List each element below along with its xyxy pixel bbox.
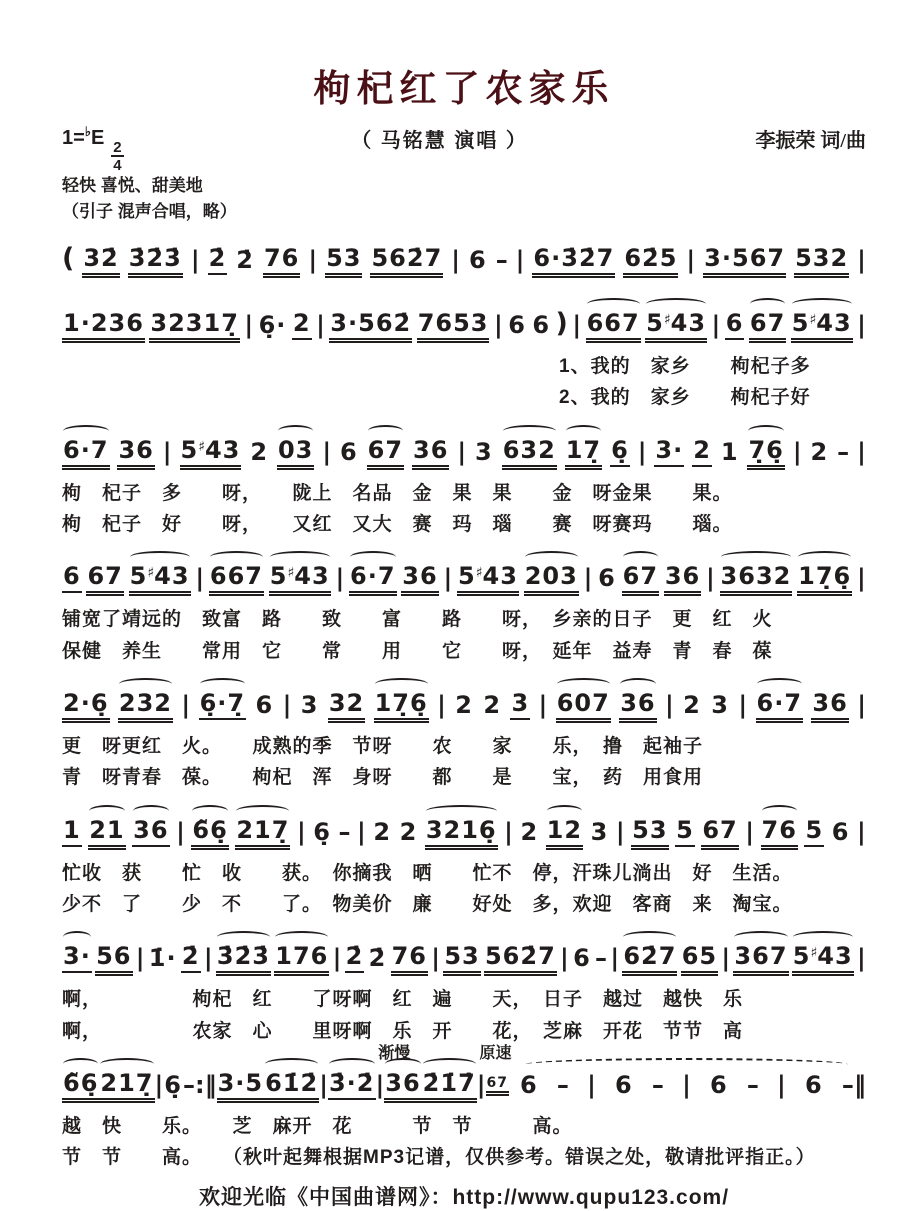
note-group: 6: [255, 691, 274, 720]
note-group: 203: [524, 564, 579, 593]
note-group: 367: [733, 944, 788, 973]
note-group: 2̇: [345, 944, 365, 973]
note-group: 53: [631, 818, 668, 847]
music-line: [62, 547, 866, 604]
music-system-2: [62, 293, 866, 414]
barline: |: [375, 1071, 385, 1100]
note-group: 6: [62, 564, 82, 593]
note-group: 217̣: [235, 818, 290, 847]
note-group: 62̇7: [622, 944, 677, 973]
barline: |: [443, 564, 453, 593]
note-group: 6·7: [349, 564, 397, 593]
footer-site: 欢迎光临《中国曲谱网》：http://www.qupu123.com/: [198, 1185, 730, 1209]
lyric-line: 2、我的 家乡 枸杞子好: [559, 387, 811, 409]
note-group: 2: [683, 691, 701, 720]
note-group: 6: [725, 311, 745, 340]
sharp-accidental: ♯: [147, 565, 155, 582]
meter-fraction: $\frac{2}{4}$: [113, 139, 122, 174]
barline: |: [282, 691, 292, 720]
barline: |: [856, 944, 866, 973]
lyric-line: 啊， 枸杞 红 了呀啊 红 遍 天， 日子 越过 越快 乐: [62, 989, 744, 1011]
repeatbar: :‖: [194, 1071, 217, 1100]
barline: |: [190, 246, 200, 274]
barline: |: [181, 691, 191, 720]
note-group: 2̇: [368, 944, 387, 973]
barline: |: [357, 817, 366, 846]
note-group: 03: [277, 438, 314, 467]
note-group: 17̣6̣: [797, 564, 852, 593]
sharp-accidental: ♯: [198, 438, 205, 455]
note-group: 76: [391, 944, 428, 973]
note-group: 5♯43: [457, 564, 519, 593]
music-system-8: [62, 1045, 866, 1174]
barline: |: [431, 944, 441, 973]
note-group: 6̣·: [258, 311, 287, 339]
barline: |: [316, 311, 325, 339]
note-group: 5♯43: [180, 438, 242, 467]
barline: |: [322, 437, 332, 466]
note-group: 1·236: [62, 311, 145, 340]
note-group: 76: [761, 818, 798, 847]
performer-credit: （ 马铭慧 演唱 ）: [351, 130, 528, 152]
note-group: 6: [532, 311, 551, 339]
barline: |: [135, 944, 145, 973]
note-group: 67: [486, 1075, 509, 1092]
note-group: 67: [86, 564, 123, 593]
barline: |: [335, 564, 345, 593]
barline: |: [857, 311, 866, 339]
barline: |: [493, 311, 503, 339]
dash: –: [556, 1071, 569, 1100]
note-group: 36: [619, 691, 656, 720]
note-group: 17̣: [565, 438, 602, 467]
barline: |: [777, 1071, 786, 1100]
note-group: 532: [794, 246, 849, 275]
note-group: 2: [810, 437, 829, 466]
header-meta: [62, 124, 866, 173]
note-group: 217̣: [99, 1071, 154, 1100]
note-group: 1̇·: [148, 944, 177, 973]
barline: |: [162, 437, 172, 466]
note-group: 6̣·7̣: [199, 691, 247, 720]
note-group: 3: [300, 691, 319, 720]
barline: |: [615, 817, 625, 846]
note-group: 667: [209, 564, 264, 593]
barline: |: [857, 246, 866, 274]
note-group: 2: [483, 691, 502, 720]
note-group: 2·6̣: [62, 691, 110, 720]
barline: |: [857, 564, 866, 593]
note-group: 562̇7: [370, 246, 443, 275]
lyric-line: 啊， 农家 心 里呀啊 乐 开 花， 芝麻 开花 节节 高: [62, 1020, 744, 1042]
sharp-accidental: ♯: [809, 312, 817, 328]
barline: |: [738, 691, 748, 720]
note-group: 3: [475, 437, 493, 466]
note-group: 1: [62, 818, 82, 847]
lyric-line: 少不 了 少 不 了。 物美价 廉 好处 多，欢迎 客商 来 淘宝。: [62, 894, 793, 916]
note-group: 3̇2̇3̇: [216, 944, 271, 973]
lyric-line: 青 呀青春 葆。 枸杞 浑 身呀 都 是 宝， 药 用食用: [62, 767, 704, 789]
note-group: 6·7: [62, 438, 110, 467]
paren: ): [555, 308, 568, 339]
note-group: 3·562̇: [329, 311, 412, 340]
note-group: 6: [573, 944, 591, 973]
barline: |: [154, 1071, 164, 1100]
music-line: 6̃6̣ 217̣ | 6̣ – :‖ 3·5 61̇2̇ | 3̇·2̇ | 渐慢 36 2̇1̇7̇ | 原速 67 6 – | 6 – | 6 – | 6 – ‖: [63, 1045, 866, 1100]
systems: [62, 228, 866, 1174]
barline: |: [745, 817, 755, 846]
barline: |: [504, 817, 513, 846]
flat-accidental: ♭: [84, 124, 91, 139]
note-group: 2: [373, 817, 392, 846]
page-title: 枸杞红了农家乐: [313, 68, 615, 109]
note-group: 17̣6̣: [374, 691, 429, 720]
note-group: 632: [502, 438, 557, 467]
barline: |: [308, 246, 318, 274]
barline: |: [476, 1071, 486, 1100]
barline: |: [244, 311, 254, 339]
note-group: 6̣: [164, 1071, 182, 1100]
note-group: 21: [88, 818, 125, 847]
note-group: 2: [292, 311, 312, 340]
lyric-line: 忙收 获 忙 收 获。 你摘我 晒 忙不 停，汗珠儿淌出 好 生活。: [62, 862, 793, 884]
note-group: 67: [701, 818, 738, 847]
music-line: [62, 293, 866, 351]
note-group: 3: [510, 691, 530, 720]
paren: (: [62, 243, 75, 274]
note-group: 2: [250, 437, 269, 466]
music-system-6: [62, 801, 866, 921]
long-slur-group: [519, 1073, 854, 1100]
lyric-line: 保健 养生 常用 它 常 用 它 呀， 延年 益寿 青 春 葆: [62, 640, 773, 662]
barline: |: [538, 691, 548, 720]
note-group: 6: [598, 564, 616, 593]
note-group: 3·5: [217, 1071, 265, 1100]
note-group: 3: [711, 691, 729, 720]
note-group: 5♯43: [791, 311, 853, 340]
note-group: 3̇2̇3̇: [128, 246, 183, 275]
barline: |: [319, 1071, 328, 1100]
note-group: 3·: [654, 438, 684, 467]
barline: |: [587, 1071, 596, 1100]
lyric-line: 越 快 乐。 芝 麻开 花 节 节 高。: [62, 1116, 573, 1138]
note-group: 53: [325, 246, 362, 275]
barline: |: [637, 437, 647, 466]
lyric-line: 1、我的 家乡 枸杞子多: [559, 356, 811, 377]
note-group: 2̇1̇7̇: [422, 1071, 477, 1100]
sharp-accidental: ♯: [810, 945, 818, 962]
dash: –: [651, 1071, 664, 1100]
intro-annotation: （引子 混声合唱，略）: [62, 201, 237, 221]
dash: –: [837, 437, 850, 466]
note-group: 36: [117, 438, 154, 467]
note-group: 176: [274, 944, 329, 973]
dash: –: [182, 1071, 195, 1100]
barline: |: [195, 564, 205, 593]
note-group: 6̃6̣: [191, 818, 228, 847]
note-group: 36: [412, 438, 449, 467]
note-group: 53: [443, 944, 480, 973]
note-group: 3632: [720, 564, 793, 593]
note-group: 232: [118, 691, 173, 720]
note-group: 3̇·2̇: [328, 1071, 376, 1100]
note-group: 36: [664, 564, 701, 593]
note-group: 562̇7: [484, 944, 557, 973]
note-group: 67: [622, 564, 659, 593]
note-group: 2: [692, 438, 712, 467]
note-group: 3: [590, 817, 609, 846]
barline: |: [857, 691, 866, 720]
barline: |: [857, 437, 866, 466]
note-group: 5♯43: [129, 564, 191, 593]
lyric-line: 更 呀更红 火。 成熟的季 节呀 农 家 乐， 撸 起袖子: [62, 736, 704, 758]
note-group: 7̣6̣: [747, 438, 784, 467]
note-group: 76: [263, 246, 300, 275]
dash: –: [746, 1071, 759, 1100]
barline: |: [721, 944, 731, 973]
note-group: 1: [720, 437, 739, 466]
note-group: 67: [749, 311, 786, 340]
note-group: 7653: [417, 311, 490, 340]
note-group: 3·567: [703, 246, 786, 275]
tempo-expression: 轻快 喜悦、甜美地: [62, 176, 203, 195]
sharp-accidental: ♯: [475, 565, 483, 582]
dash: –: [841, 1071, 854, 1100]
sharp-accidental: ♯: [663, 312, 671, 328]
barline: |: [583, 564, 593, 593]
note-group: 667: [586, 311, 641, 340]
note-group: 56: [95, 944, 132, 973]
note-group: 36: [811, 691, 848, 720]
note-group: 2̇: [236, 246, 254, 274]
finalbar: ‖: [854, 1071, 866, 1100]
note-group: 32317̣: [149, 311, 240, 340]
note-group: 5♯43: [269, 564, 331, 593]
barline: |: [682, 1071, 691, 1100]
note-group: 36: [401, 564, 438, 593]
note-group: 36: [384, 1071, 421, 1100]
barline: |: [572, 311, 582, 339]
note-group: 2: [520, 817, 539, 846]
music-system-4: [62, 547, 866, 667]
lyric-line: 节 节 高。 （秋叶起舞根据MP3记谱，仅供参考。错误之处，敬请批评指正。）: [62, 1147, 816, 1169]
lyric-line: 枸 杞子 多 呀， 陇上 名品 金 果 果 金 呀金果 果。: [62, 482, 733, 504]
dash: –: [595, 944, 608, 973]
note-group: 3216̣: [425, 818, 498, 847]
note-group: 3·: [62, 944, 92, 973]
note-group: 6̣: [313, 817, 331, 846]
barline: |: [457, 437, 467, 466]
barline: |: [610, 944, 620, 973]
barline: |: [451, 246, 461, 274]
note-group: 5♯43: [792, 944, 854, 973]
music-system-3: [62, 421, 866, 541]
note-group: 6·3̇2̇7: [532, 246, 615, 275]
music-line: [62, 228, 866, 286]
note-group: 6: [508, 311, 526, 339]
note-group: 61̇2̇: [264, 1071, 319, 1100]
note-group: 67: [367, 438, 404, 467]
music-system-7: [62, 927, 866, 1047]
note-group: 2: [399, 817, 418, 846]
barline: |: [706, 564, 715, 593]
barline: |: [856, 817, 866, 846]
note-group: 6̃6̣: [62, 1071, 99, 1100]
note-group: 6: [520, 1071, 538, 1100]
note-group: 2: [455, 691, 473, 720]
music-system-1: [62, 228, 866, 286]
dash: –: [338, 817, 351, 846]
sharp-accidental: ♯: [287, 565, 295, 582]
note-group: 6: [340, 437, 358, 466]
music-line: [62, 674, 866, 731]
barline: |: [686, 246, 696, 274]
note-group: 6̣: [610, 438, 630, 467]
note-group: 62̇5: [623, 246, 678, 275]
note-group: 607: [556, 691, 611, 720]
barline: |: [515, 246, 525, 274]
note-group: 2̇: [208, 246, 228, 275]
note-group: 36: [132, 818, 169, 847]
note-group: 6: [804, 1071, 823, 1100]
barline: |: [711, 311, 721, 339]
note-group: 12: [546, 818, 583, 847]
note-group: 6: [615, 1071, 633, 1100]
lyric-line: 枸 杞子 好 呀， 又红 又大 赛 玛 瑙 赛 呀赛玛 瑙。: [62, 514, 733, 536]
note-group: 6: [831, 817, 850, 846]
note-group: 5♯43: [645, 311, 707, 340]
author-credit: 李振荣 词/曲: [755, 130, 866, 152]
note-group: 65: [681, 944, 718, 973]
music-line: [62, 421, 866, 478]
note-group: 2̇: [181, 944, 201, 973]
note-group: 6: [469, 246, 487, 274]
barline: |: [665, 691, 674, 720]
lyric-line: 铺宽了靖远的 致富 路 致 富 路 呀， 乡亲的日子 更 红 火: [62, 609, 773, 631]
barline: |: [176, 817, 185, 846]
barline: |: [792, 437, 802, 466]
music-system-5: [62, 674, 866, 794]
barline: |: [437, 691, 446, 720]
barline: |: [296, 817, 306, 846]
barline: |: [560, 944, 569, 973]
barline: |: [332, 944, 342, 973]
music-line: [62, 927, 866, 984]
barline: |: [203, 944, 213, 973]
dash: –: [495, 246, 508, 274]
key-signature: 1=♭E $\frac{2}{4}$: [62, 124, 122, 174]
note-group: 5: [804, 818, 824, 847]
note-group: 32: [328, 691, 365, 720]
music-line: [62, 801, 866, 858]
note-group: 5: [675, 818, 695, 847]
note-group: 6: [710, 1071, 728, 1100]
note-group: 32̇: [82, 246, 119, 275]
note-group: 6·7: [756, 691, 804, 720]
